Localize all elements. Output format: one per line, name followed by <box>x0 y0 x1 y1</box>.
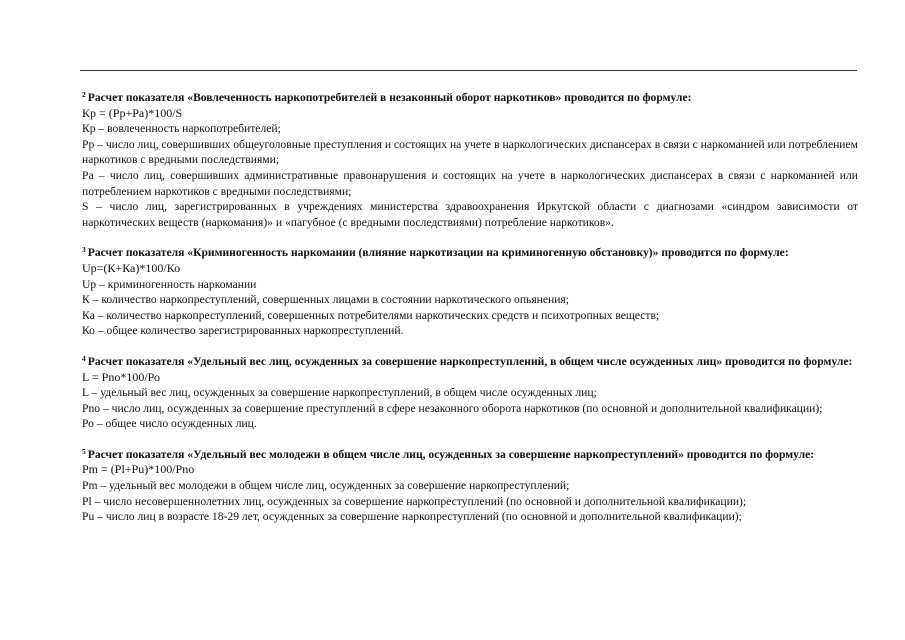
footnote-4 <box>82 354 858 432</box>
definition-line: Ка – количество наркопреступлений, совершенных потребителями наркотических средств и психотропных веществ; <box>82 308 660 322</box>
definition-line: S – число лиц, зарегистрированных в учреждениях министерства здравоохранения Иркутской области с диагнозами «синдром зависимости от наркотических веществ (наркомания)» и «пагубное (с вредными последствиями) потребление наркотиков». <box>82 200 858 229</box>
formula: Uр=(К+Ка)*100/Ко <box>82 260 181 275</box>
footnote-separator-line <box>80 70 857 71</box>
footnote-number: 4 <box>82 353 86 363</box>
footnote-title: Расчет показателя «Удельный вес лиц, осужденных за совершение наркопреступлений, в общем числе осужденных лиц» проводится по формуле: <box>87 354 853 368</box>
definition-line: Рl – число несовершеннолетних лиц, осужденных за совершение наркопреступлений (по основной и дополнительной квалификации); <box>82 494 747 508</box>
footnotes-section <box>82 90 858 540</box>
definition-line: Рu – число лиц в возрасте 18-29 лет, осужденных за совершение наркопреступлений (по основной и дополнительной квалификации); <box>82 510 742 524</box>
footnote-number: 5 <box>82 446 86 456</box>
footnote-heading <box>82 447 858 463</box>
footnote-title: Расчет показателя «Криминогенность наркомании (влияние наркотизации на криминогенную обстановку)» проводится по формуле: <box>87 246 789 260</box>
footnote-number: 2 <box>82 90 86 99</box>
definition-line: Рр – число лиц, совершивших общеуголовные преступления и состоящих на учете в наркологических диспансерах в связи с наркоманией или потреблением наркотиков с вредными последствиями; <box>82 137 858 167</box>
footnote-5 <box>82 447 858 525</box>
definition-line: Рm – удельный вес молодежи в общем числе лиц, осужденных за совершение наркопреступлений; <box>82 479 570 493</box>
footnote-2 <box>82 90 858 230</box>
definition-line: Uр – криминогенность наркомании <box>82 277 257 291</box>
footnote-3 <box>82 245 858 339</box>
formula: L = Рno*100/Ро <box>82 369 161 384</box>
definition-line: Рno – число лиц, осужденных за совершение преступлений в сфере незаконного оборота наркотиков (по основной и дополнительной квалификации); <box>82 401 823 415</box>
footnote-heading <box>82 354 858 370</box>
footnote-number: 3 <box>82 245 86 255</box>
definition-line: Кр – вовлеченность наркопотребителей; <box>82 122 281 136</box>
footnote-title: Расчет показателя «Удельный вес молодежи в общем числе лиц, осужденных за совершение наркопреступлений» проводится по формуле: <box>87 447 815 461</box>
definition-line: Ра – число лиц, совершивших административные правонарушения и состоящих на учете в наркологических диспансерах в связи с наркоманией или потреблением наркотиков с вредными последствиями; <box>82 168 858 198</box>
footnote-title: Расчет показателя «Вовлеченность наркопотребителей в незаконный оборот наркотиков» проводится по формуле: <box>87 91 692 104</box>
definition-line: Ро – общее число осужденных лиц. <box>82 417 257 431</box>
formula: Рm = (Рl+Рu)*100/Рno <box>82 462 195 477</box>
definition-line: Ко – общее количество зарегистрированных наркопреступлений. <box>82 324 404 338</box>
definition-line: L – удельный вес лиц, осужденных за совершение наркопреступлений, в общем числе осужденных лиц; <box>82 386 597 400</box>
footnote-heading <box>82 245 858 261</box>
definition-line: К – количество наркопреступлений, совершенных лицами в состоянии наркотического опьянения; <box>82 293 569 307</box>
formula: Кр = (Рр+Ра)*100/S <box>82 105 183 120</box>
footnote-heading <box>82 90 858 106</box>
